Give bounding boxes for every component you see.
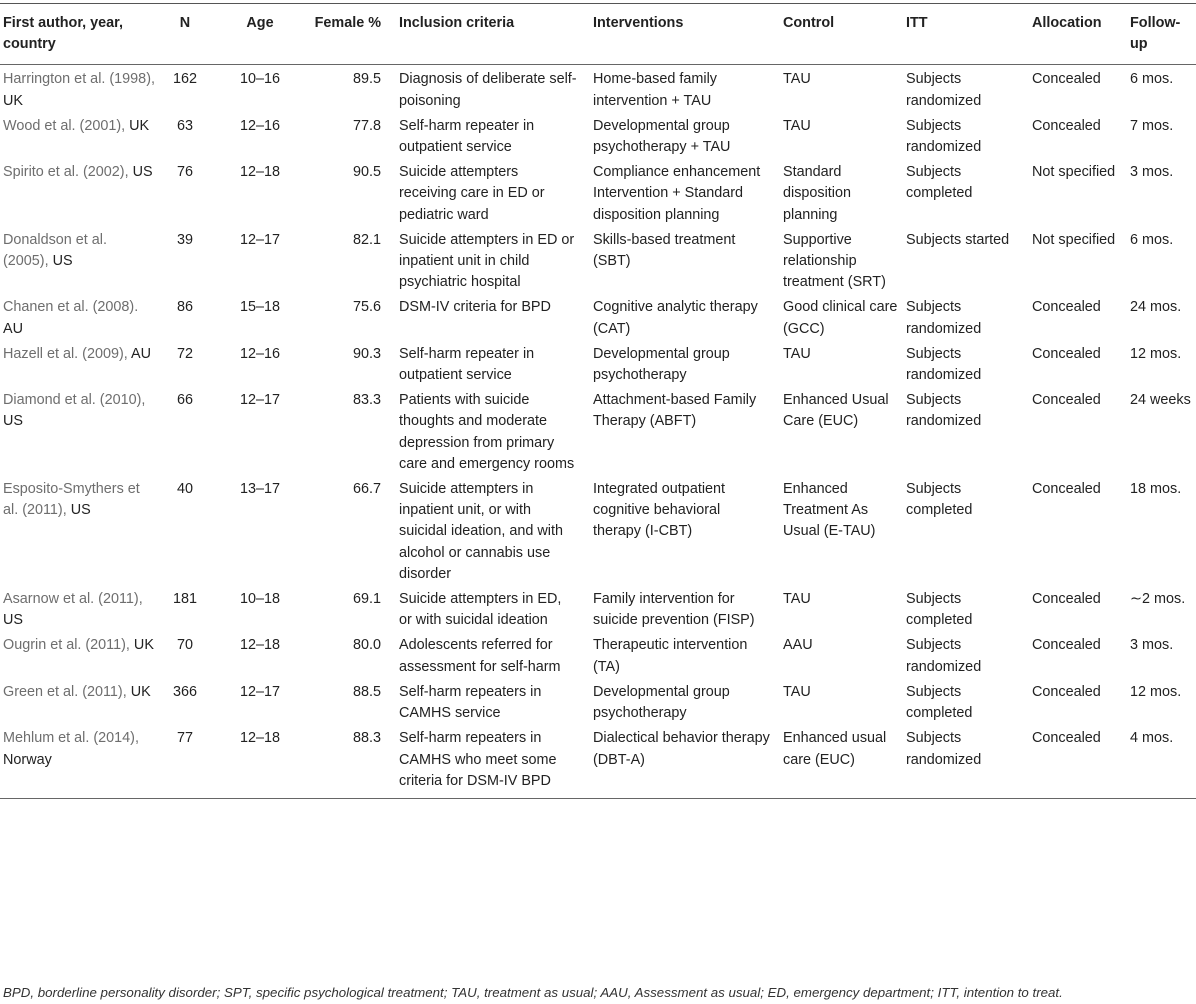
author-country: UK (125, 117, 150, 134)
cell-n: 63 (176, 117, 193, 134)
cell-allocation: Not specified (1032, 164, 1116, 181)
cell-inclusion: Self-harm repeater in outpatient service (399, 345, 535, 384)
cell-inclusion: DSM-IV criteria for BPD (399, 299, 551, 316)
cell-inclusion: Self-harm repeater in outpatient service (399, 117, 535, 156)
cell-female: 69.1 (352, 591, 381, 608)
cell-itt: Subjects randomized (906, 117, 982, 156)
cell-allocation: Concealed (1032, 117, 1101, 134)
cell-age: 10–16 (239, 71, 281, 88)
cell-female: 80.0 (352, 637, 381, 654)
cell-allocation: Concealed (1032, 392, 1101, 409)
author-reference: Asarnow et al. (2011), (3, 591, 143, 608)
cell-female: 83.3 (352, 392, 381, 409)
cell-inclusion: Adolescents referred for assessment for self-harm (399, 637, 561, 675)
author-country: Norway (3, 751, 52, 768)
cell-inclusion: Diagnosis of deliberate self-poisoning (399, 71, 577, 109)
cell-itt: Subjects randomized (906, 392, 982, 430)
cell-inclusion: Self-harm repeaters in CAMHS who meet some criteria for DSM-IV BPD (399, 730, 557, 789)
cell-control: TAU (783, 345, 811, 362)
table-body (0, 65, 1196, 799)
cell-author (0, 585, 159, 631)
author-reference: Esposito-Smythers et al. (2011), (3, 481, 140, 519)
author-reference: Wood et al. (2001), (3, 117, 126, 134)
cell-intervention: Therapeutic intervention (TA) (593, 637, 748, 675)
author-reference: Harrington et al. (1998), (3, 71, 155, 88)
cell-allocation: Concealed (1032, 683, 1101, 700)
table-footnote: BPD, borderline personality disorder; SPT, specific psychological treatment; TAU, treatment as usual; AAU, Assessment as usual; ED, emergency department; ITT, intention to treat. (3, 985, 1063, 1000)
author-reference: Mehlum et al. (2014), (3, 730, 139, 747)
header-followup: Follow-up (1130, 15, 1181, 53)
author-reference: Diamond et al. (2010), (3, 392, 146, 409)
table-row (0, 112, 1196, 158)
cell-followup: 24 weeks (1130, 392, 1191, 409)
table-row (0, 631, 1196, 677)
header-age: Age (246, 15, 274, 31)
cell-n: 181 (172, 591, 197, 608)
cell-female: 89.5 (352, 71, 381, 88)
table-row (0, 724, 1196, 798)
cell-allocation: Concealed (1032, 299, 1101, 316)
cell-author (0, 678, 159, 724)
header-female: Female % (314, 15, 381, 31)
cell-inclusion: Suicide attempters in inpatient unit, or with suicidal ideation, and with alcohol or cannabis use disorder (399, 481, 563, 582)
header-inclusion: Inclusion criteria (399, 15, 515, 31)
studies-table (0, 3, 1196, 799)
cell-female: 77.8 (352, 117, 381, 134)
cell-allocation: Concealed (1032, 730, 1101, 747)
cell-followup: 3 mos. (1130, 637, 1174, 654)
cell-female: 88.5 (352, 683, 381, 700)
author-country: AU (127, 345, 151, 362)
author-reference: Green et al. (2011), (3, 683, 127, 700)
author-reference: Spirito et al. (2002), (3, 164, 129, 181)
table-row (0, 65, 1196, 112)
cell-author (0, 65, 159, 112)
cell-control: AAU (783, 637, 813, 654)
header-itt: ITT (906, 15, 928, 31)
cell-followup: 24 mos. (1130, 299, 1182, 316)
cell-n: 366 (172, 683, 197, 700)
author-country: AU (3, 320, 23, 337)
table-row (0, 386, 1196, 475)
header-author: First author, year, country (3, 15, 123, 53)
table-row (0, 585, 1196, 631)
cell-control: Enhanced Usual Care (EUC) (783, 392, 889, 430)
cell-intervention: Integrated outpatient cognitive behavioral therapy (I-CBT) (593, 481, 726, 540)
cell-followup: 12 mos. (1130, 345, 1182, 362)
cell-followup: 7 mos. (1130, 117, 1174, 134)
cell-control: Supportive relationship treatment (SRT) (783, 231, 886, 291)
cell-n: 162 (172, 71, 197, 88)
cell-followup: 18 mos. (1130, 481, 1182, 498)
cell-female: 66.7 (352, 481, 381, 498)
cell-age: 12–17 (239, 683, 281, 700)
cell-intervention: Home-based family intervention + TAU (593, 71, 717, 109)
cell-intervention: Developmental group psychotherapy (593, 345, 730, 384)
cell-itt: Subjects randomized (906, 71, 982, 109)
author-country: US (3, 612, 23, 629)
author-country: UK (126, 683, 151, 700)
table-row (0, 340, 1196, 386)
cell-itt: Subjects randomized (906, 345, 982, 384)
cell-n: 77 (176, 730, 193, 747)
cell-author (0, 158, 159, 226)
cell-author (0, 475, 159, 585)
cell-inclusion: Suicide attempters in ED or inpatient unit in child psychiatric hospital (399, 231, 575, 291)
cell-control: Good clinical care (GCC) (783, 299, 898, 337)
cell-control: Enhanced Treatment As Usual (E-TAU) (783, 481, 876, 540)
cell-n: 86 (176, 299, 193, 316)
cell-intervention: Compliance enhancement Intervention + Standard disposition planning (593, 164, 761, 223)
cell-n: 70 (176, 637, 193, 654)
cell-n: 72 (176, 345, 193, 362)
cell-author (0, 724, 159, 798)
header-allocation: Allocation (1032, 15, 1102, 31)
cell-control: TAU (783, 591, 811, 608)
cell-followup: ∼2 mos. (1130, 591, 1186, 608)
cell-allocation: Concealed (1032, 481, 1101, 498)
cell-age: 12–18 (239, 637, 281, 654)
cell-author (0, 340, 159, 386)
cell-author (0, 112, 159, 158)
author-country: US (66, 502, 91, 519)
cell-female: 88.3 (352, 730, 381, 747)
cell-itt: Subjects completed (906, 481, 973, 519)
author-reference: Chanen et al. (2008). (3, 299, 139, 316)
cell-allocation: Concealed (1032, 591, 1101, 608)
author-country: US (48, 253, 73, 270)
cell-age: 12–18 (239, 730, 281, 747)
table-row (0, 475, 1196, 585)
author-country: US (3, 413, 23, 430)
author-reference: Hazell et al. (2009), (3, 345, 128, 362)
author-country: UK (129, 637, 154, 654)
cell-age: 13–17 (239, 481, 281, 498)
cell-inclusion: Suicide attempters in ED, or with suicidal ideation (399, 591, 562, 629)
cell-n: 76 (176, 164, 193, 181)
cell-itt: Subjects randomized (906, 299, 982, 337)
cell-followup: 6 mos. (1130, 71, 1174, 88)
cell-followup: 12 mos. (1130, 683, 1182, 700)
cell-intervention: Developmental group psychotherapy + TAU (593, 117, 731, 156)
author-reference: Ougrin et al. (2011), (3, 637, 130, 654)
cell-allocation: Not specified (1032, 231, 1116, 248)
table-row (0, 226, 1196, 294)
cell-intervention: Family intervention for suicide prevention (FISP) (593, 591, 755, 629)
cell-age: 12–17 (239, 392, 281, 409)
header-control: Control (783, 15, 835, 31)
cell-age: 12–17 (239, 231, 281, 248)
header-n: N (179, 15, 191, 31)
author-country: UK (3, 92, 23, 109)
cell-inclusion: Self-harm repeaters in CAMHS service (399, 683, 542, 722)
cell-age: 12–16 (239, 117, 281, 134)
cell-itt: Subjects randomized (906, 730, 982, 768)
cell-itt: Subjects completed (906, 164, 973, 202)
cell-n: 40 (176, 481, 193, 498)
cell-inclusion: Patients with suicide thoughts and moderate depression from primary care and emergency rooms (399, 392, 575, 472)
cell-age: 15–18 (239, 299, 281, 316)
cell-female: 90.5 (352, 164, 381, 181)
cell-intervention: Cognitive analytic therapy (CAT) (593, 299, 758, 337)
cell-author (0, 386, 159, 475)
cell-n: 66 (176, 392, 193, 409)
cell-female: 75.6 (352, 299, 381, 316)
cell-allocation: Concealed (1032, 345, 1101, 362)
cell-allocation: Concealed (1032, 637, 1101, 654)
table-row (0, 158, 1196, 226)
cell-intervention: Dialectical behavior therapy (DBT-A) (593, 730, 770, 768)
cell-age: 10–18 (239, 591, 281, 608)
cell-control: TAU (783, 683, 811, 700)
cell-itt: Subjects completed (906, 591, 973, 629)
table-row (0, 293, 1196, 339)
cell-author (0, 631, 159, 677)
cell-female: 90.3 (352, 345, 381, 362)
cell-control: Enhanced usual care (EUC) (783, 730, 887, 768)
cell-age: 12–16 (239, 345, 281, 362)
cell-intervention: Developmental group psychotherapy (593, 683, 730, 722)
cell-control: TAU (783, 71, 811, 88)
cell-inclusion: Suicide attempters receiving care in ED or pediatric ward (399, 164, 545, 223)
cell-followup: 6 mos. (1130, 231, 1174, 248)
cell-followup: 4 mos. (1130, 730, 1174, 747)
cell-itt: Subjects completed (906, 683, 973, 722)
cell-n: 39 (176, 231, 193, 248)
cell-intervention: Skills-based treatment (SBT) (593, 231, 736, 270)
cell-control: Standard disposition planning (783, 164, 851, 223)
cell-author (0, 293, 159, 339)
cell-control: TAU (783, 117, 811, 134)
cell-followup: 3 mos. (1130, 164, 1174, 181)
cell-allocation: Concealed (1032, 71, 1101, 88)
cell-itt: Subjects randomized (906, 637, 982, 675)
author-country: US (128, 164, 153, 181)
cell-itt: Subjects started (906, 231, 1010, 248)
cell-intervention: Attachment-based Family Therapy (ABFT) (593, 392, 757, 430)
author-reference: Donaldson et al. (2005), (3, 231, 108, 270)
cell-female: 82.1 (352, 231, 381, 248)
cell-age: 12–18 (239, 164, 281, 181)
header-interventions: Interventions (593, 15, 684, 31)
table-row (0, 678, 1196, 724)
table-header-row (0, 4, 1196, 65)
cell-author (0, 226, 159, 294)
